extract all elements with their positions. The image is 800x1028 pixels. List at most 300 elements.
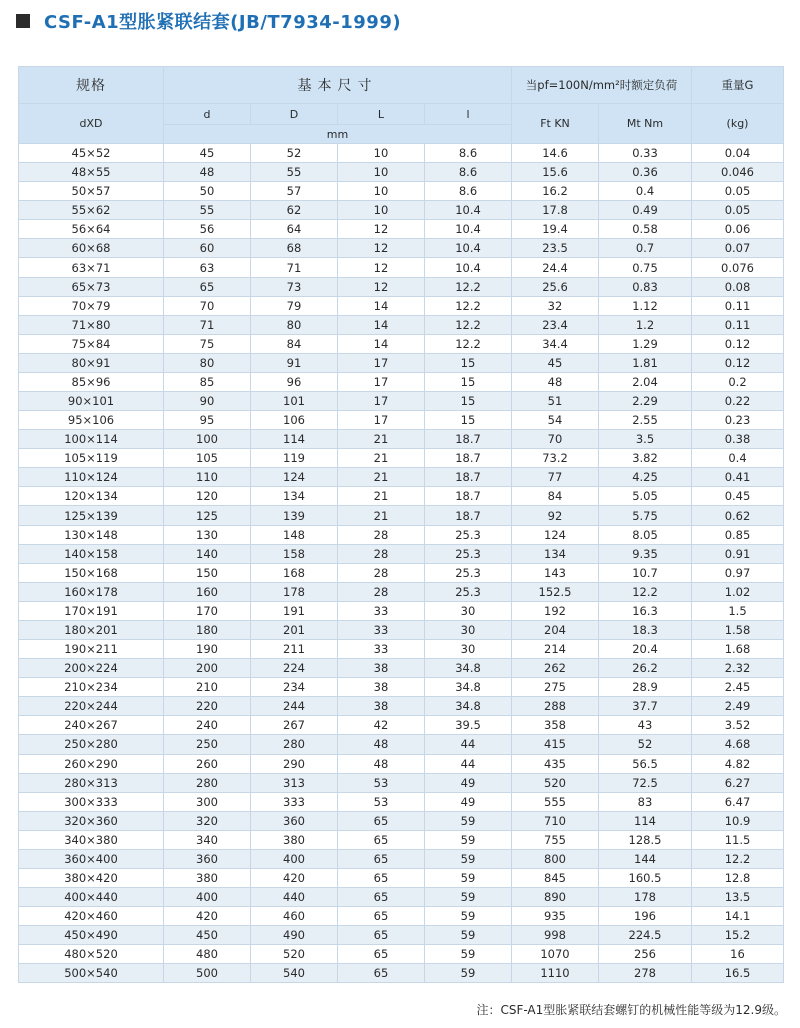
- cell-D: 490: [251, 926, 338, 945]
- cell-D: 134: [251, 487, 338, 506]
- table-row: [19, 411, 784, 430]
- cell-L: 65: [338, 964, 425, 983]
- cell-D: 68: [251, 239, 338, 258]
- cell-spec: 60×68: [19, 239, 164, 258]
- cell-d: 150: [164, 563, 251, 582]
- cell-L: 65: [338, 811, 425, 830]
- header-ft: Ft KN: [512, 104, 599, 144]
- cell-mt: 114: [599, 811, 692, 830]
- table-row: [19, 582, 784, 601]
- cell-mt: 196: [599, 907, 692, 926]
- cell-ft: 520: [512, 773, 599, 792]
- cell-l: 15: [425, 353, 512, 372]
- cell-D: 333: [251, 792, 338, 811]
- cell-d: 340: [164, 830, 251, 849]
- cell-weight: 11.5: [692, 830, 784, 849]
- cell-D: 290: [251, 754, 338, 773]
- cell-mt: 278: [599, 964, 692, 983]
- cell-L: 48: [338, 754, 425, 773]
- cell-spec: 71×80: [19, 315, 164, 334]
- cell-l: 44: [425, 754, 512, 773]
- header-spec: 规格: [19, 67, 164, 104]
- cell-D: 460: [251, 907, 338, 926]
- cell-mt: 2.29: [599, 392, 692, 411]
- cell-D: 73: [251, 277, 338, 296]
- cell-d: 95: [164, 411, 251, 430]
- cell-mt: 0.83: [599, 277, 692, 296]
- cell-ft: 51: [512, 392, 599, 411]
- cell-d: 220: [164, 697, 251, 716]
- cell-weight: 6.27: [692, 773, 784, 792]
- cell-weight: 0.22: [692, 392, 784, 411]
- cell-ft: 32: [512, 296, 599, 315]
- cell-L: 12: [338, 239, 425, 258]
- table-row: [19, 697, 784, 716]
- cell-d: 210: [164, 678, 251, 697]
- cell-D: 124: [251, 468, 338, 487]
- cell-D: 380: [251, 830, 338, 849]
- cell-d: 200: [164, 659, 251, 678]
- cell-weight: 0.85: [692, 525, 784, 544]
- header-mt: Mt Nm: [599, 104, 692, 144]
- cell-mt: 56.5: [599, 754, 692, 773]
- table-row: [19, 907, 784, 926]
- cell-ft: 14.6: [512, 144, 599, 163]
- cell-spec: 95×106: [19, 411, 164, 430]
- cell-spec: 150×168: [19, 563, 164, 582]
- cell-mt: 18.3: [599, 620, 692, 639]
- cell-D: 360: [251, 811, 338, 830]
- cell-mt: 83: [599, 792, 692, 811]
- table-row: [19, 144, 784, 163]
- cell-l: 34.8: [425, 678, 512, 697]
- cell-D: 106: [251, 411, 338, 430]
- cell-weight: 0.05: [692, 201, 784, 220]
- cell-D: 400: [251, 849, 338, 868]
- cell-L: 12: [338, 258, 425, 277]
- table-row: [19, 392, 784, 411]
- cell-ft: 204: [512, 620, 599, 639]
- cell-D: 158: [251, 544, 338, 563]
- cell-d: 480: [164, 945, 251, 964]
- cell-ft: 45: [512, 353, 599, 372]
- table-row: [19, 449, 784, 468]
- cell-mt: 3.5: [599, 430, 692, 449]
- cell-spec: 360×400: [19, 849, 164, 868]
- cell-spec: 280×313: [19, 773, 164, 792]
- cell-ft: 555: [512, 792, 599, 811]
- cell-ft: 134: [512, 544, 599, 563]
- cell-spec: 210×234: [19, 678, 164, 697]
- cell-L: 17: [338, 372, 425, 391]
- cell-D: 191: [251, 601, 338, 620]
- cell-mt: 72.5: [599, 773, 692, 792]
- cell-weight: 0.05: [692, 182, 784, 201]
- cell-spec: 260×290: [19, 754, 164, 773]
- cell-ft: 25.6: [512, 277, 599, 296]
- cell-d: 450: [164, 926, 251, 945]
- cell-L: 28: [338, 582, 425, 601]
- cell-D: 224: [251, 659, 338, 678]
- cell-L: 28: [338, 525, 425, 544]
- cell-D: 80: [251, 315, 338, 334]
- cell-l: 15: [425, 392, 512, 411]
- cell-D: 211: [251, 640, 338, 659]
- cell-weight: 13.5: [692, 888, 784, 907]
- footnote: 注：CSF-A1型胀紧联结套螺钉的机械性能等级为12.9级。: [476, 1003, 786, 1017]
- table-row: [19, 830, 784, 849]
- cell-ft: 73.2: [512, 449, 599, 468]
- cell-l: 59: [425, 830, 512, 849]
- table-row: [19, 258, 784, 277]
- cell-spec: 90×101: [19, 392, 164, 411]
- cell-ft: 143: [512, 563, 599, 582]
- cell-spec: 105×119: [19, 449, 164, 468]
- table-row: [19, 334, 784, 353]
- cell-spec: 450×490: [19, 926, 164, 945]
- cell-spec: 160×178: [19, 582, 164, 601]
- cell-l: 18.7: [425, 506, 512, 525]
- cell-l: 59: [425, 868, 512, 887]
- cell-spec: 200×224: [19, 659, 164, 678]
- cell-weight: 1.02: [692, 582, 784, 601]
- table-row: [19, 430, 784, 449]
- cell-L: 53: [338, 773, 425, 792]
- cell-mt: 1.29: [599, 334, 692, 353]
- cell-mt: 16.3: [599, 601, 692, 620]
- cell-spec: 70×79: [19, 296, 164, 315]
- header-d: d: [164, 104, 251, 125]
- cell-weight: 4.82: [692, 754, 784, 773]
- cell-mt: 43: [599, 716, 692, 735]
- table-row: [19, 353, 784, 372]
- cell-spec: 140×158: [19, 544, 164, 563]
- cell-ft: 358: [512, 716, 599, 735]
- table-row: [19, 620, 784, 639]
- cell-L: 42: [338, 716, 425, 735]
- cell-ft: 1070: [512, 945, 599, 964]
- cell-ft: 16.2: [512, 182, 599, 201]
- cell-weight: 2.32: [692, 659, 784, 678]
- cell-d: 65: [164, 277, 251, 296]
- cell-weight: 0.046: [692, 163, 784, 182]
- cell-l: 15: [425, 411, 512, 430]
- table-row: [19, 735, 784, 754]
- cell-L: 33: [338, 640, 425, 659]
- cell-spec: 80×91: [19, 353, 164, 372]
- cell-weight: 0.38: [692, 430, 784, 449]
- cell-mt: 0.4: [599, 182, 692, 201]
- cell-ft: 710: [512, 811, 599, 830]
- cell-l: 59: [425, 926, 512, 945]
- cell-mt: 144: [599, 849, 692, 868]
- table-row: [19, 506, 784, 525]
- cell-spec: 380×420: [19, 868, 164, 887]
- header-dxd: dXD: [19, 104, 164, 144]
- cell-l: 59: [425, 849, 512, 868]
- cell-l: 15: [425, 372, 512, 391]
- cell-ft: 70: [512, 430, 599, 449]
- cell-l: 30: [425, 640, 512, 659]
- cell-D: 62: [251, 201, 338, 220]
- cell-weight: 0.11: [692, 315, 784, 334]
- cell-ft: 845: [512, 868, 599, 887]
- table-row: [19, 601, 784, 620]
- cell-D: 101: [251, 392, 338, 411]
- cell-D: 178: [251, 582, 338, 601]
- cell-D: 520: [251, 945, 338, 964]
- cell-weight: 2.45: [692, 678, 784, 697]
- cell-d: 260: [164, 754, 251, 773]
- cell-ft: 54: [512, 411, 599, 430]
- cell-d: 80: [164, 353, 251, 372]
- cell-mt: 2.55: [599, 411, 692, 430]
- cell-d: 170: [164, 601, 251, 620]
- table-row: [19, 773, 784, 792]
- cell-l: 39.5: [425, 716, 512, 735]
- cell-mt: 160.5: [599, 868, 692, 887]
- cell-D: 55: [251, 163, 338, 182]
- cell-weight: 0.11: [692, 296, 784, 315]
- cell-l: 10.4: [425, 239, 512, 258]
- cell-D: 71: [251, 258, 338, 277]
- cell-spec: 300×333: [19, 792, 164, 811]
- cell-D: 114: [251, 430, 338, 449]
- cell-L: 38: [338, 697, 425, 716]
- cell-weight: 14.1: [692, 907, 784, 926]
- title-row: [16, 8, 401, 34]
- table-row: [19, 296, 784, 315]
- table-row: [19, 544, 784, 563]
- cell-L: 12: [338, 277, 425, 296]
- cell-ft: 415: [512, 735, 599, 754]
- cell-l: 10.4: [425, 258, 512, 277]
- cell-spec: 75×84: [19, 334, 164, 353]
- cell-l: 8.6: [425, 163, 512, 182]
- cell-L: 65: [338, 830, 425, 849]
- table-row: [19, 239, 784, 258]
- cell-L: 10: [338, 182, 425, 201]
- cell-weight: 0.62: [692, 506, 784, 525]
- cell-weight: 0.06: [692, 220, 784, 239]
- cell-d: 71: [164, 315, 251, 334]
- cell-L: 10: [338, 163, 425, 182]
- cell-L: 38: [338, 659, 425, 678]
- cell-d: 55: [164, 201, 251, 220]
- cell-D: 139: [251, 506, 338, 525]
- cell-l: 18.7: [425, 487, 512, 506]
- spec-table-body: [19, 144, 784, 983]
- header-L: L: [338, 104, 425, 125]
- cell-ft: 17.8: [512, 201, 599, 220]
- cell-l: 18.7: [425, 468, 512, 487]
- cell-d: 50: [164, 182, 251, 201]
- cell-L: 10: [338, 201, 425, 220]
- cell-ft: 48: [512, 372, 599, 391]
- cell-L: 33: [338, 620, 425, 639]
- cell-mt: 0.7: [599, 239, 692, 258]
- cell-d: 70: [164, 296, 251, 315]
- cell-weight: 0.2: [692, 372, 784, 391]
- cell-D: 420: [251, 868, 338, 887]
- cell-D: 313: [251, 773, 338, 792]
- cell-l: 49: [425, 773, 512, 792]
- table-row: [19, 640, 784, 659]
- cell-D: 57: [251, 182, 338, 201]
- header-D: D: [251, 104, 338, 125]
- cell-l: 59: [425, 811, 512, 830]
- cell-weight: 0.23: [692, 411, 784, 430]
- cell-l: 44: [425, 735, 512, 754]
- cell-l: 59: [425, 945, 512, 964]
- cell-ft: 84: [512, 487, 599, 506]
- cell-mt: 1.12: [599, 296, 692, 315]
- cell-L: 65: [338, 888, 425, 907]
- cell-spec: 120×134: [19, 487, 164, 506]
- table-row: [19, 315, 784, 334]
- table-row: [19, 716, 784, 735]
- cell-ft: 435: [512, 754, 599, 773]
- cell-weight: 0.45: [692, 487, 784, 506]
- cell-L: 48: [338, 735, 425, 754]
- table-row: [19, 792, 784, 811]
- cell-L: 21: [338, 468, 425, 487]
- cell-mt: 224.5: [599, 926, 692, 945]
- cell-d: 90: [164, 392, 251, 411]
- cell-l: 30: [425, 620, 512, 639]
- cell-l: 34.8: [425, 659, 512, 678]
- cell-spec: 110×124: [19, 468, 164, 487]
- cell-weight: 4.68: [692, 735, 784, 754]
- cell-mt: 0.58: [599, 220, 692, 239]
- cell-l: 59: [425, 907, 512, 926]
- table-row: [19, 163, 784, 182]
- cell-l: 25.3: [425, 563, 512, 582]
- cell-weight: 0.076: [692, 258, 784, 277]
- cell-weight: 16.5: [692, 964, 784, 983]
- cell-ft: 77: [512, 468, 599, 487]
- spec-table: [18, 66, 784, 983]
- cell-L: 21: [338, 506, 425, 525]
- cell-D: 201: [251, 620, 338, 639]
- cell-d: 60: [164, 239, 251, 258]
- table-row: [19, 926, 784, 945]
- cell-l: 25.3: [425, 544, 512, 563]
- cell-L: 65: [338, 907, 425, 926]
- cell-mt: 52: [599, 735, 692, 754]
- table-row: [19, 372, 784, 391]
- cell-mt: 2.04: [599, 372, 692, 391]
- cell-weight: 0.41: [692, 468, 784, 487]
- cell-d: 500: [164, 964, 251, 983]
- cell-L: 65: [338, 849, 425, 868]
- cell-weight: 12.8: [692, 868, 784, 887]
- cell-spec: 180×201: [19, 620, 164, 639]
- cell-mt: 256: [599, 945, 692, 964]
- cell-spec: 340×380: [19, 830, 164, 849]
- cell-weight: 12.2: [692, 849, 784, 868]
- cell-weight: 0.07: [692, 239, 784, 258]
- cell-weight: 0.08: [692, 277, 784, 296]
- cell-d: 125: [164, 506, 251, 525]
- cell-L: 17: [338, 411, 425, 430]
- cell-ft: 15.6: [512, 163, 599, 182]
- cell-weight: 1.58: [692, 620, 784, 639]
- cell-ft: 1110: [512, 964, 599, 983]
- cell-D: 168: [251, 563, 338, 582]
- cell-mt: 37.7: [599, 697, 692, 716]
- cell-d: 280: [164, 773, 251, 792]
- table-row: [19, 811, 784, 830]
- cell-l: 49: [425, 792, 512, 811]
- cell-L: 17: [338, 353, 425, 372]
- cell-ft: 800: [512, 849, 599, 868]
- cell-spec: 56×64: [19, 220, 164, 239]
- cell-L: 38: [338, 678, 425, 697]
- cell-d: 105: [164, 449, 251, 468]
- page-title: CSF-A1型胀紧联结套(JB/T7934-1999): [44, 12, 402, 33]
- cell-ft: 275: [512, 678, 599, 697]
- cell-d: 360: [164, 849, 251, 868]
- cell-spec: 50×57: [19, 182, 164, 201]
- cell-l: 59: [425, 888, 512, 907]
- cell-ft: 262: [512, 659, 599, 678]
- cell-L: 21: [338, 487, 425, 506]
- cell-ft: 288: [512, 697, 599, 716]
- cell-D: 244: [251, 697, 338, 716]
- cell-l: 34.8: [425, 697, 512, 716]
- title-square-icon: [16, 14, 30, 28]
- cell-L: 12: [338, 220, 425, 239]
- cell-D: 280: [251, 735, 338, 754]
- cell-L: 28: [338, 544, 425, 563]
- cell-weight: 2.49: [692, 697, 784, 716]
- cell-weight: 1.68: [692, 640, 784, 659]
- cell-spec: 45×52: [19, 144, 164, 163]
- cell-l: 25.3: [425, 525, 512, 544]
- cell-weight: 3.52: [692, 716, 784, 735]
- cell-l: 12.2: [425, 277, 512, 296]
- cell-mt: 8.05: [599, 525, 692, 544]
- cell-weight: 0.12: [692, 353, 784, 372]
- cell-ft: 935: [512, 907, 599, 926]
- table-row: [19, 678, 784, 697]
- cell-l: 12.2: [425, 334, 512, 353]
- cell-d: 110: [164, 468, 251, 487]
- cell-weight: 10.9: [692, 811, 784, 830]
- cell-d: 180: [164, 620, 251, 639]
- cell-l: 59: [425, 964, 512, 983]
- cell-d: 420: [164, 907, 251, 926]
- header-mm: mm: [164, 125, 512, 144]
- cell-mt: 1.2: [599, 315, 692, 334]
- cell-mt: 28.9: [599, 678, 692, 697]
- header-kg: (kg): [692, 104, 784, 144]
- cell-mt: 3.82: [599, 449, 692, 468]
- cell-mt: 26.2: [599, 659, 692, 678]
- table-row: [19, 220, 784, 239]
- cell-spec: 63×71: [19, 258, 164, 277]
- cell-weight: 0.4: [692, 449, 784, 468]
- table-row: [19, 888, 784, 907]
- table-row: [19, 201, 784, 220]
- cell-spec: 220×244: [19, 697, 164, 716]
- table-row: [19, 849, 784, 868]
- cell-spec: 500×540: [19, 964, 164, 983]
- cell-mt: 12.2: [599, 582, 692, 601]
- cell-l: 10.4: [425, 220, 512, 239]
- cell-l: 18.7: [425, 430, 512, 449]
